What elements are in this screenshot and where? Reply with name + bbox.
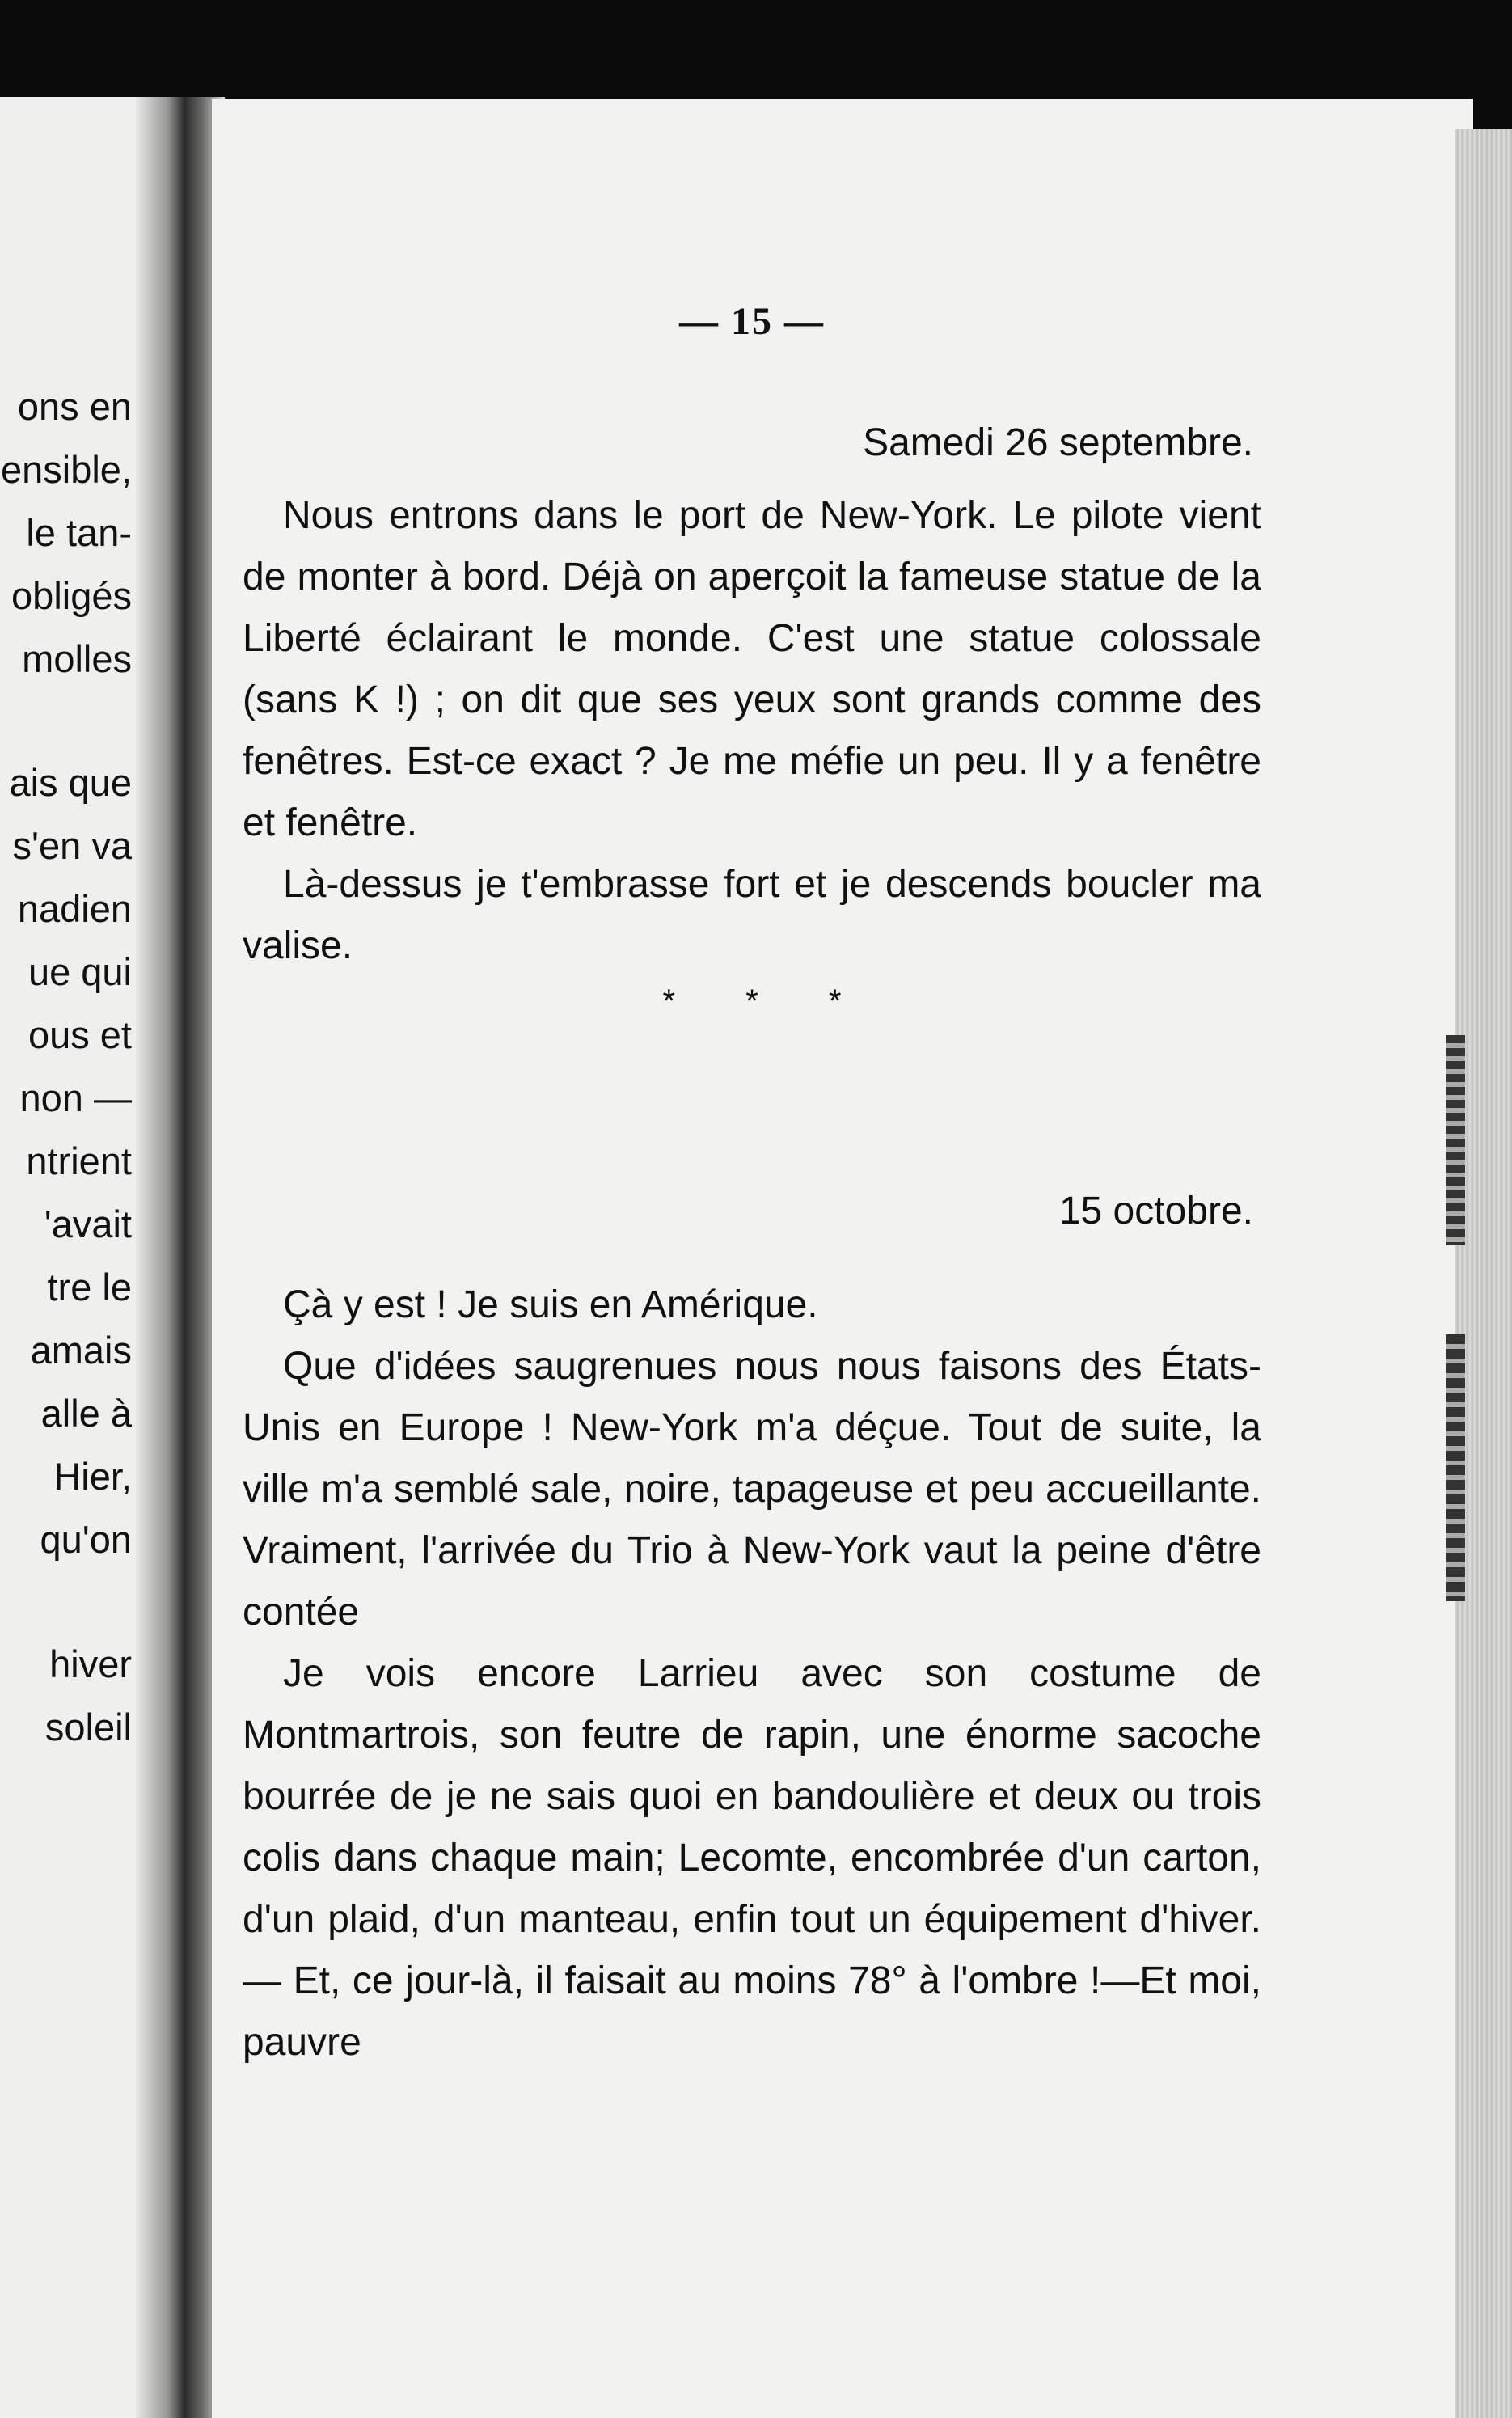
left-page-line: amais [30,1329,132,1372]
left-page-line: 'avait [44,1203,132,1245]
entry-date: 15 octobre. [1058,1190,1253,1232]
left-page-line: nadien [17,887,132,930]
edge-stamp-mark [1446,1334,1465,1601]
left-page-line: ue qui [27,950,132,993]
left-page-line: Hier, [53,1455,132,1498]
left-page-line: ous et [27,1013,132,1056]
paragraph: Là-dessus je t'embrasse fort et je descends boucler ma valise. [243,863,1261,967]
edge-stamp-mark [1446,1035,1465,1245]
left-page-line: qu'on [40,1518,132,1561]
left-page-line: ntrient [26,1139,132,1182]
left-page-line: ais que [9,761,132,804]
paragraph: Çà y est ! Je suis en Amérique. [283,1283,818,1326]
paragraph: Nous entrons dans le port de New-York. Le pilote vient de monter à bord. Déjà on aperçoit la fameuse statue de la Liberté éclairant le monde. C'est une statue colossale (sans K !) ; on dit que ses yeux sont grands comme des fenêtres. Est-ce exact ? Je me méfie un peu. Il y a fenêtre et fenêtre. [243,494,1261,844]
section-separator: * * * [662,983,872,1019]
left-page-line: s'en va [12,824,132,867]
left-page-line: soleil [44,1706,132,1748]
left-page-line: molles [22,637,132,680]
left-page-line: hiver [49,1642,132,1685]
paragraph: Je vois encore Larrieu avec son costume de Montmartrois, son feutre de rapin, une énorme sacoche bourrée de je ne sais quoi en bandoulière et deux ou trois colis dans chaque main; Lecomte, encombrée d'un carton, d'un plaid, d'un manteau, enfin tout un équipement d'hiver. — Et, ce jour-là, il faisait au moins 78° à l'ombre !—Et moi, pauvre [243,1652,1261,2064]
left-page-line: non — [19,1076,132,1119]
entry-date: Samedi 26 septembre. [863,421,1253,464]
page-number: — 15 — [679,300,825,343]
entry-2 [243,1181,1261,2073]
left-page-line: tre le [47,1266,132,1308]
page-edge [1455,129,1512,2418]
paragraph: Que d'idées saugrenues nous nous faisons des États-Unis en Europe ! New-York m'a déçue. Tout de suite, la ville m'a semblé sale, noire, tapageuse et peu accueillante. Vraiment, l'arrivée du Trio à New-York vaut la peine d'être contée [243,1345,1261,1634]
entry-1 [243,412,1261,1025]
left-page-line: alle à [40,1392,132,1435]
left-page-line: ons en [17,385,132,428]
left-page-line: ensible, [1,448,132,491]
left-page-line: obligés [11,574,132,617]
left-page-line: le tan- [26,511,132,554]
